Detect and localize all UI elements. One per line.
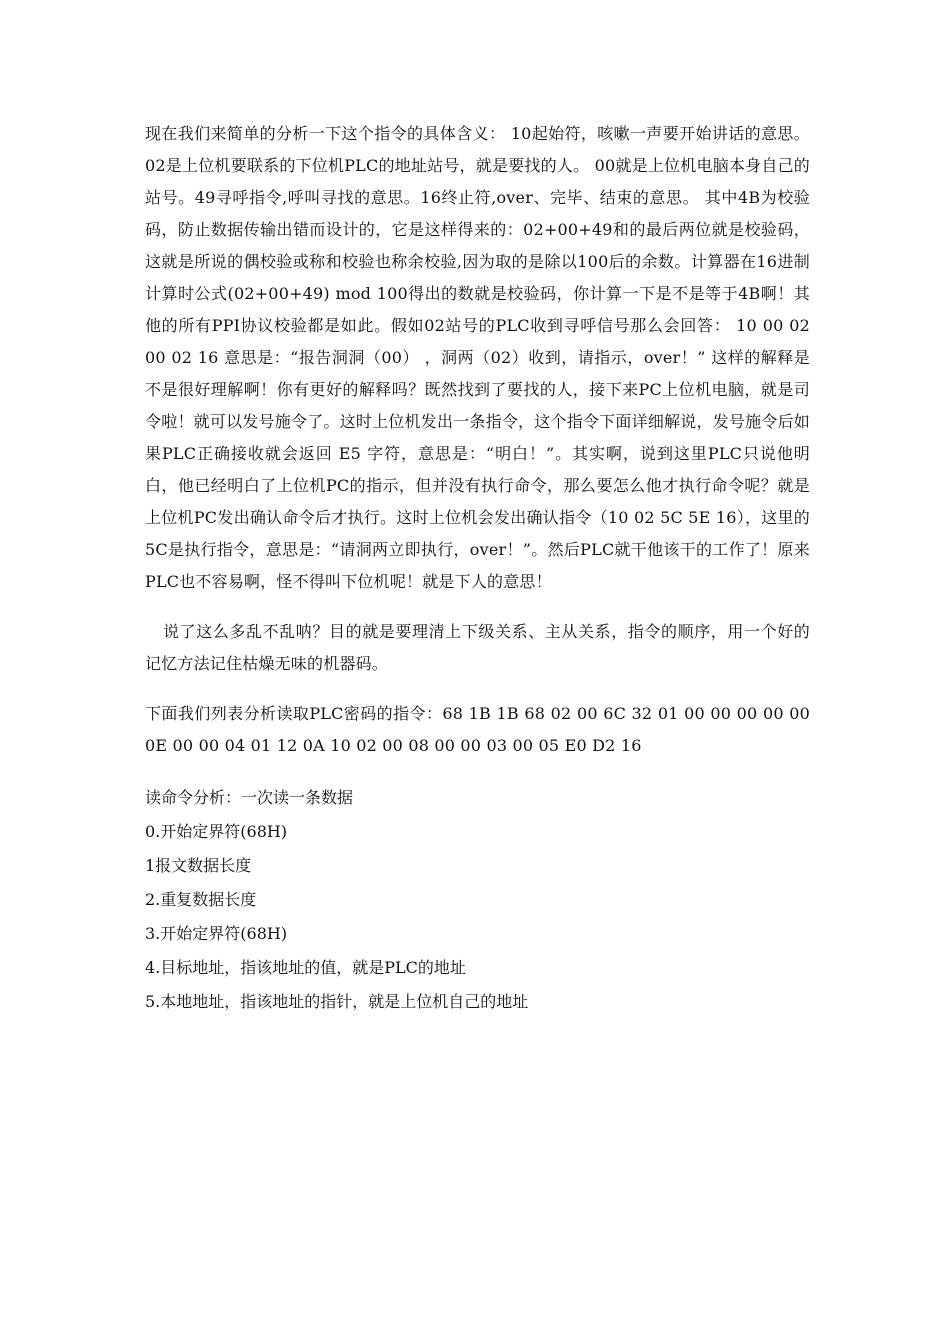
list-item: 1报文数据长度 [145,856,252,875]
list-item: 3.开始定界符(68H) [145,924,288,943]
paragraph-ppi-explanation: 现在我们来简单的分析一下这个指令的具体含义： 10起始符，咳嗽一声要开始讲话的意思。02是上位机要联系的下位机PLC的地址站号，就是要找的人。 00就是上位机电脑本身自己的站号。49寻呼指令,呼叫寻找的意思。16终止符,over、完毕、结束的意思。 其中4B为校验码，防止数据传输出错而设计的，它是这样得来的：02+00+49和的最后两位就是校验码，这就是所说的偶校验或称和校验也称余校验,因为取的是除以100后的余数。计算器在16进制计算时公式(02+00+49) mod 100得出的数就是校验码，你计算一下是不是等于4B啊！其他的所有PPI协议校验都是如此。假如02站号的PLC收到寻呼信号那么会回答： 10 00 02 00 02 16 意思是：“报告洞洞（00） ，洞两（02）收到，请指示，over！” 这样的解释是不是很好理解啊！你有更好的解释吗？既然找到了要找的人，接下来PC上位机电脑，就是司令啦！就可以发号施令了。这时上位机发出一条指令，这个指令下面详细解说，发号施令后如果PLC正确接收就会返回 E5 字符，意思是：“明白！”。其实啊，说到这里PLC只说他明白，他已经明白了上位机PC的指示，但并没有执行命令，那么要怎么他才执行命令呢？就是上位机PC发出确认命令后才执行。这时上位机会发出确认指令（10 02 5C 5E 16），这里的5C是执行指令，意思是：“请洞两立即执行，over！”。然后PLC就干他该干的工作了！原来PLC也不容易啊，怪不得叫下位机呢！就是下人的意思！ [145,124,810,591]
paragraph-summary: 说了这么多乱不乱呐？目的就是要理清上下级关系、主从关系，指令的顺序，用一个好的记忆方法记住枯燥无味的机器码。 [145,622,810,673]
list-item: 4.目标地址，指该地址的值，就是PLC的地址 [145,958,466,977]
list-item: 2.重复数据长度 [145,890,257,909]
list-item: 0.开始定界符(68H) [145,822,288,841]
document-body [145,118,810,1019]
list-heading: 读命令分析：一次读一条数据 [145,788,354,807]
command-field-list [145,815,810,1019]
list-item: 5.本地地址，指该地址的指针，就是上位机自己的地址 [145,992,529,1011]
paragraph-read-password-command: 下面我们列表分析读取PLC密码的指令：68 1B 1B 68 02 00 6C 32 01 00 00 00 00 00 0E 00 00 04 01 12 0A 10 02 00 08 00 00 03 00 05 E0 D2 16 [145,704,810,755]
